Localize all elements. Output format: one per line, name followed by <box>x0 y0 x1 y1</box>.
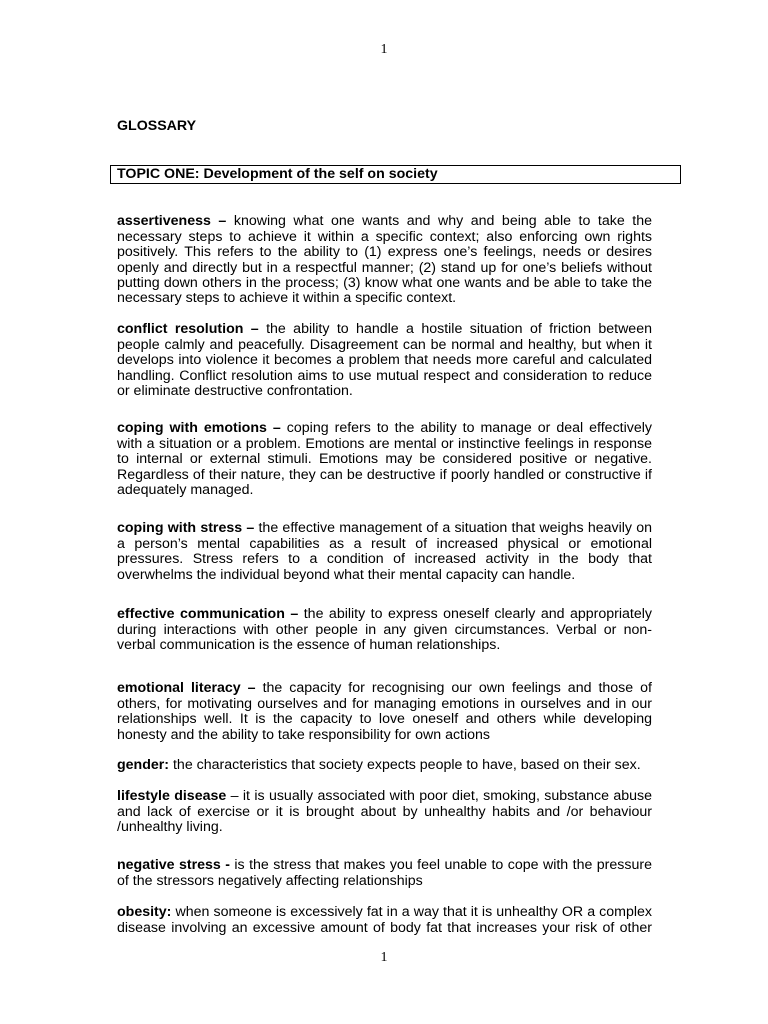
glossary-term: emotional literacy – <box>117 680 256 697</box>
glossary-term: assertiveness – <box>117 213 227 230</box>
glossary-entry-coping-with-stress <box>117 521 652 583</box>
glossary-entry-lifestyle-disease <box>117 789 652 835</box>
glossary-entry-emotional-literacy <box>117 681 652 743</box>
glossary-definition: the effective management of a situation that weighs heavily on a person’s mental capabilities as a result of increased physical or emotional pressures. Stress refers to a condition of increased activity in the body that overwhelms the individual beyond what their mental capacity can handle. <box>117 520 652 583</box>
glossary-entry-gender <box>117 758 652 773</box>
glossary-entry-negative-stress <box>117 858 652 889</box>
glossary-definition: the capacity for recognising our own feelings and those of others, for motivating ourselves and for managing emotions in ourselves and in our relationships well. It is the capacity to love oneself and others while developing honesty and the ability to take responsibility for own actions <box>117 680 652 743</box>
glossary-term: obesity: <box>117 904 172 921</box>
page-number-header: 1 <box>380 42 388 57</box>
glossary-definition: the ability to handle a hostile situation of friction between people calmly and peacefully. Disagreement can be normal and healthy, but when it develops into violence it becomes a problem that needs more careful and calculated handling. Conflict resolution aims to use mutual respect and consideration to reduce or eliminate destructive confrontation. <box>117 321 652 399</box>
glossary-definition: is the stress that makes you feel unable to cope with the pressure of the stressors negatively affecting relationships <box>117 857 652 889</box>
glossary-term: conflict resolution – <box>117 321 259 338</box>
glossary-term: coping with emotions – <box>117 420 281 437</box>
glossary-term: gender: <box>117 757 170 774</box>
page-number-footer: 1 <box>380 950 388 965</box>
glossary-definition: the ability to express oneself clearly and appropriately during interactions with other people in any given circumstances. Verbal or non-verbal communication is the essence of human relationships. <box>117 606 652 654</box>
glossary-entry-obesity <box>117 905 652 936</box>
glossary-entry-coping-with-emotions <box>117 421 652 498</box>
glossary-definition: the characteristics that society expects people to have, based on their sex. <box>172 757 641 774</box>
glossary-title: GLOSSARY <box>117 118 197 134</box>
glossary-definition: coping refers to the ability to manage or deal effectively with a situation or a problem. Emotions are mental or instinctive feelings in response to internal or external stimuli. Emotions may be considered positive or negative. Regardless of their nature, they can be destructive if poorly handled or constructive if adequately managed. <box>117 420 652 498</box>
glossary-term: lifestyle disease <box>117 788 227 805</box>
glossary-term: negative stress - <box>117 857 230 874</box>
glossary-definition: when someone is excessively fat in a way that it is unhealthy OR a complex disease involving an excessive amount of body fat that increases your risk of other <box>117 904 652 936</box>
glossary-definition: knowing what one wants and why and being able to take the necessary steps to achieve it within a specific context; also enforcing own rights positively. This refers to the ability to (1) express one’s feelings, needs or desires openly and directly but in a respectful manner; (2) stand up for one’s beliefs without putting down others in the process; (3) know what one wants and be able to take the necessary steps to achieve it within a specific context. <box>117 213 652 307</box>
glossary-entry-effective-communication <box>117 607 652 653</box>
glossary-term: coping with stress – <box>117 520 255 537</box>
glossary-entry-assertiveness <box>117 214 652 306</box>
glossary-term: effective communication – <box>117 606 299 623</box>
glossary-entries <box>117 214 652 936</box>
glossary-entry-conflict-resolution <box>117 322 652 399</box>
topic-heading-box: TOPIC ONE: Development of the self on society <box>110 165 681 184</box>
glossary-definition: – it is usually associated with poor diet, smoking, substance abuse and lack of exercise or it is brought about by unhealthy habits and /or behaviour /unhealthy living. <box>117 788 653 836</box>
